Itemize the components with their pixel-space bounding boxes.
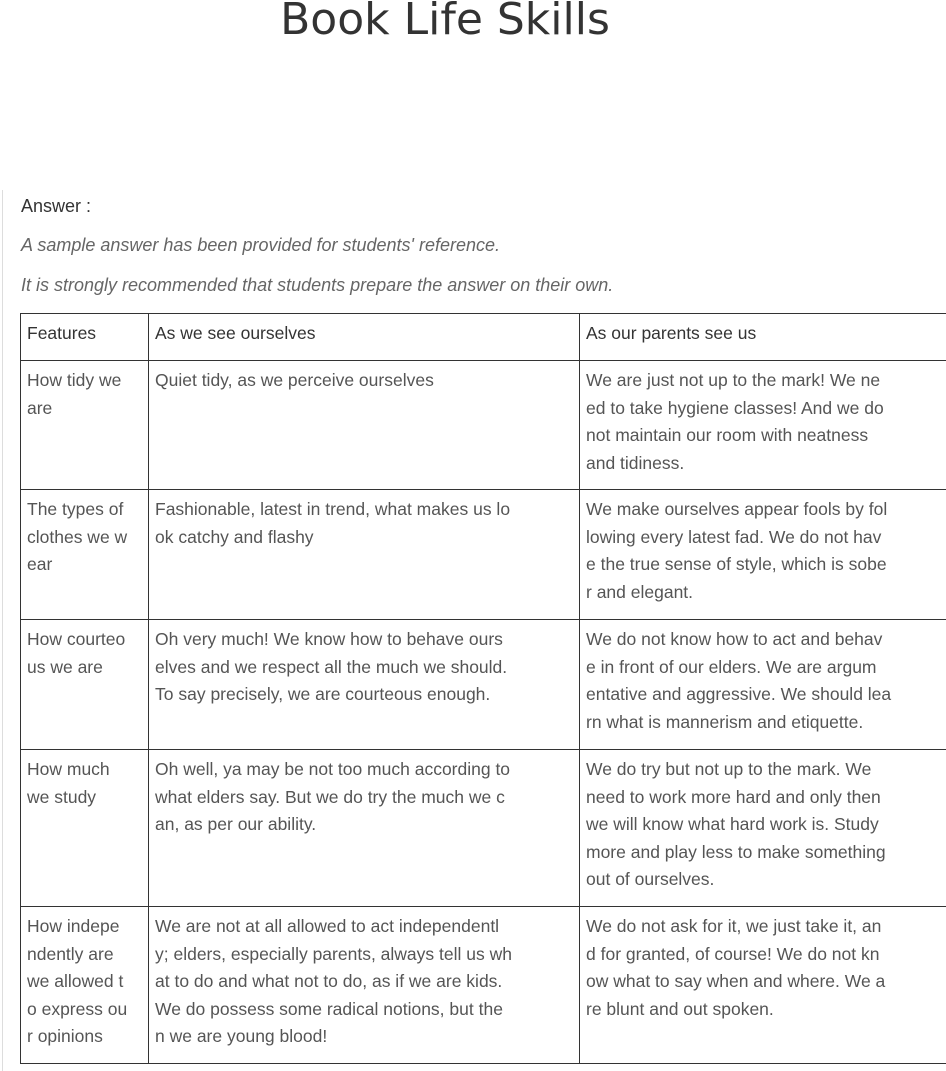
self-view-cell: Fashionable, latest in trend, what makes us lo ok catchy and flashy — [149, 490, 580, 620]
feature-cell: How tidy we are — [21, 361, 149, 490]
header-as-we-see-ourselves: As we see ourselves — [149, 314, 580, 361]
parent-view-cell: We do try but not up to the mark. We need to work more hard and only then we will know what hard work is. Study more and play less to make something out of ourselves. — [580, 750, 946, 907]
table-row — [21, 620, 946, 750]
feature-cell: How much we study — [21, 750, 149, 907]
self-view-cell: Oh well, ya may be not too much according to what elders say. But we do try the much we c an, as per our ability. — [149, 750, 580, 907]
sample-answer-note: A sample answer has been provided for students' reference. — [21, 235, 501, 255]
page-title: Book Life Skills — [280, 0, 610, 45]
self-view-cell: Oh very much! We know how to behave ours elves and we respect all the much we should. To say precisely, we are courteous enough. — [149, 620, 580, 750]
feature-cell: How indepe ndently are we allowed t o express ou r opinions — [21, 907, 149, 1064]
parent-view-cell: We are just not up to the mark! We ne ed to take hygiene classes! And we do not maintain our room with neatness and tidiness. — [580, 361, 946, 490]
answer-label: Answer : — [21, 196, 92, 216]
self-view-cell: We are not at all allowed to act independentl y; elders, especially parents, always tell us wh at to do and what not to do, as if we are kids. We do possess some radical notions, but the n we are young blood! — [149, 907, 580, 1064]
content-left-border — [2, 190, 3, 1071]
parent-view-cell: We do not ask for it, we just take it, an d for granted, of course! We do not kn ow what to say when and where. We a re blunt and out spoken. — [580, 907, 946, 1064]
header-features: Features — [21, 314, 149, 361]
header-as-parents-see-us: As our parents see us — [580, 314, 946, 361]
table-row — [21, 490, 946, 620]
self-view-cell: Quiet tidy, as we perceive ourselves — [149, 361, 580, 490]
feature-cell: The types of clothes we w ear — [21, 490, 149, 620]
comparison-table — [20, 313, 946, 1064]
parent-view-cell: We do not know how to act and behav e in front of our elders. We are argum entative and aggressive. We should lea rn what is mannerism and etiquette. — [580, 620, 946, 750]
table-header-row — [21, 314, 946, 361]
parent-view-cell: We make ourselves appear fools by fol lowing every latest fad. We do not hav e the true sense of style, which is sobe r and elegant. — [580, 490, 946, 620]
feature-cell: How courteo us we are — [21, 620, 149, 750]
recommendation-note: It is strongly recommended that students prepare the answer on their own. — [21, 275, 614, 295]
table-row — [21, 750, 946, 907]
table-row — [21, 907, 946, 1064]
table-row — [21, 361, 946, 490]
